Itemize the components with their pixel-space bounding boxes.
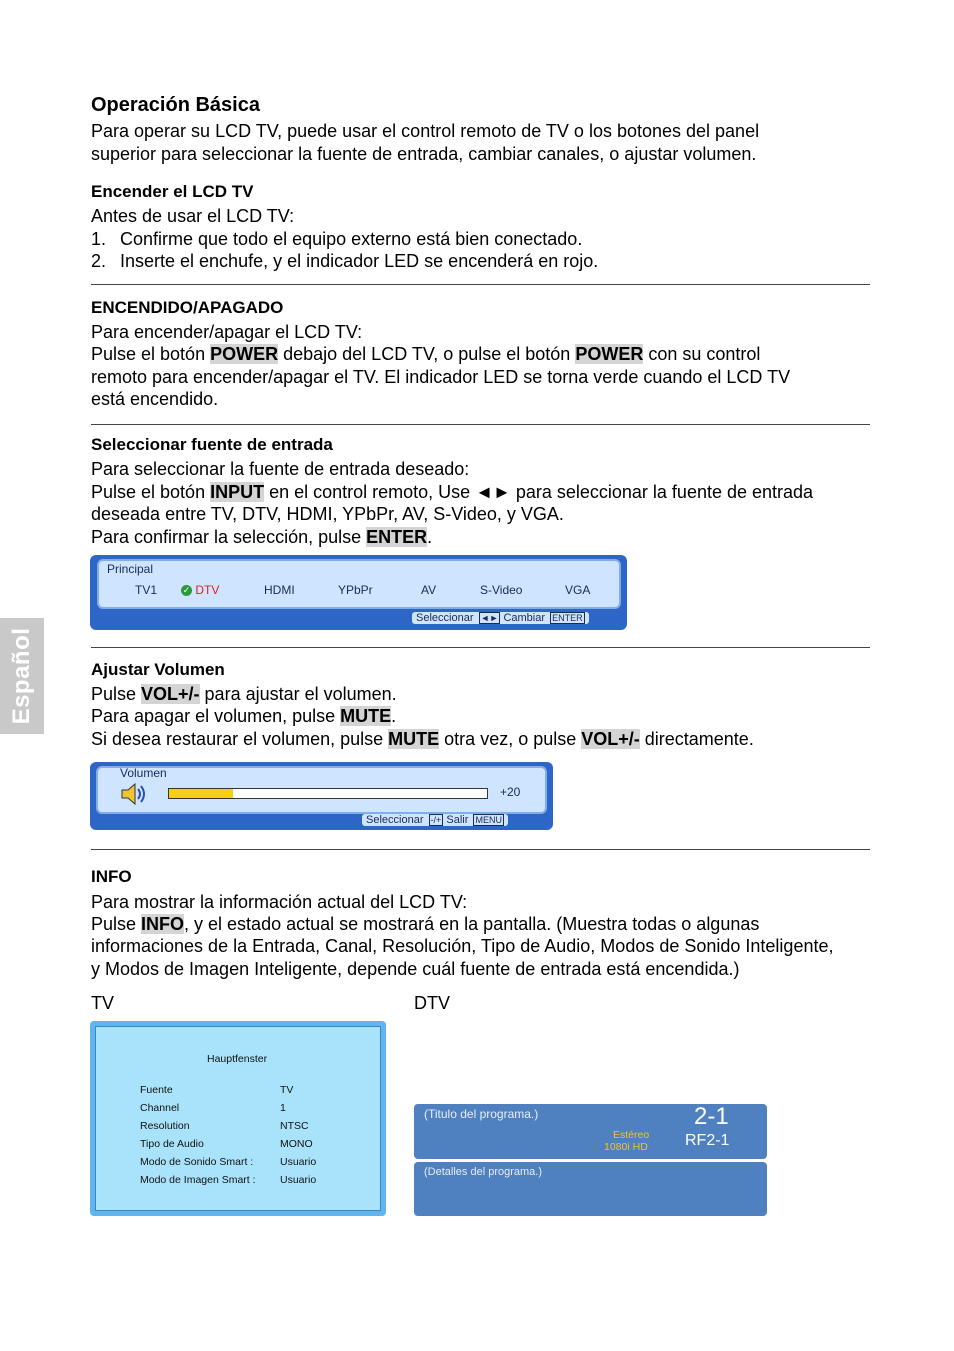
key-power: POWER bbox=[575, 344, 644, 364]
tv-info-inner bbox=[95, 1026, 381, 1211]
tv-info-key: Modo de Sonido Smart : bbox=[140, 1156, 254, 1168]
paragraph-line: Pulse el botón POWER debajo del LCD TV, o pulse el botón POWER con su control bbox=[91, 344, 761, 364]
check-icon: ✓ bbox=[182, 585, 191, 596]
key-vol: VOL+/- bbox=[141, 684, 200, 704]
paragraph-line: Para apagar el volumen, pulse MUTE. bbox=[91, 706, 397, 726]
source-option-selected: ✓ DTV bbox=[182, 583, 220, 597]
section-title-power-on: Encender el LCD TV bbox=[91, 182, 254, 201]
paragraph-line: Para seleccionar la fuente de entrada deseado: bbox=[91, 459, 470, 479]
paragraph-line: superior para seleccionar la fuente de entrada, cambiar canales, o ajustar volumen. bbox=[91, 144, 757, 164]
dtv-info-bottom-panel bbox=[414, 1162, 767, 1216]
source-option: S-Video bbox=[480, 583, 523, 597]
paragraph-line: informaciones de la Entrada, Canal, Resolución, Tipo de Audio, Modos de Sonido Inteligente, bbox=[91, 936, 834, 956]
source-osd-header: Principal bbox=[107, 562, 154, 576]
key-info: INFO bbox=[141, 914, 185, 934]
paragraph-line: remoto para encender/apagar el TV. El indicador LED se torna verde cuando el LCD TV bbox=[91, 367, 791, 387]
source-osd-panel bbox=[90, 555, 627, 630]
divider bbox=[91, 647, 870, 648]
paragraph-line: Para operar su LCD TV, puede usar el control remoto de TV o los botones del panel bbox=[91, 121, 760, 141]
tv-info-key: Resolution bbox=[140, 1120, 190, 1132]
list-item bbox=[91, 250, 106, 273]
tv-info-value: 1 bbox=[280, 1102, 286, 1114]
minus-plus-key-icon: -/+ bbox=[430, 815, 442, 825]
volume-osd-inner bbox=[96, 766, 547, 814]
paragraph-line: Pulse INFO, y el estado actual se mostrará en la pantalla. (Muestra todas o algunas bbox=[91, 914, 760, 934]
label-tv: TV bbox=[91, 993, 115, 1013]
source-option: AV bbox=[421, 583, 437, 597]
tv-info-value: NTSC bbox=[280, 1120, 309, 1132]
dtv-program-details: (Detalles del programa.) bbox=[424, 1166, 542, 1178]
source-option: TV1 bbox=[135, 583, 158, 597]
dtv-program-title: (Titulo del programa.) bbox=[424, 1107, 539, 1121]
tv-info-key: Tipo de Audio bbox=[140, 1138, 204, 1150]
list-number: 2. bbox=[91, 251, 107, 271]
volume-bar bbox=[168, 788, 488, 799]
list-item-text: Inserte el enchufe, y el indicador LED se encenderá en rojo. bbox=[120, 251, 599, 271]
list-item-text: Confirme que todo el equipo externo está bien conectado. bbox=[120, 229, 583, 249]
paragraph-line: Pulse VOL+/- para ajustar el volumen. bbox=[91, 684, 397, 704]
tv-info-value: Usuario bbox=[280, 1156, 317, 1168]
source-option: YPbPr bbox=[338, 583, 373, 597]
tv-info-key: Modo de Imagen Smart : bbox=[140, 1174, 256, 1186]
tv-info-key: Fuente bbox=[140, 1084, 173, 1096]
key-enter: ENTER bbox=[366, 527, 428, 547]
speaker-icon bbox=[120, 782, 148, 806]
enter-key-icon: ENTER bbox=[552, 613, 583, 623]
volume-osd-panel bbox=[90, 762, 553, 830]
paragraph-line: Para confirmar la selección, pulse ENTER. bbox=[91, 527, 433, 547]
tv-info-value: Usuario bbox=[280, 1174, 317, 1186]
source-option: VGA bbox=[565, 583, 591, 597]
volume-bar-fill bbox=[169, 789, 233, 798]
paragraph-line: deseada entre TV, DTV, HDMI, YPbPr, AV, S-Video, y VGA. bbox=[91, 504, 564, 524]
source-osd-inner bbox=[97, 559, 621, 609]
volume-value: +20 bbox=[500, 785, 521, 799]
language-label: Español bbox=[8, 627, 35, 725]
dtv-rf-channel: RF2-1 bbox=[685, 1132, 730, 1149]
paragraph-line: y Modos de Imagen Inteligente, depende cuál fuente de entrada está encendida.) bbox=[91, 959, 740, 979]
paragraph-line: Antes de usar el LCD TV: bbox=[91, 206, 295, 226]
tv-info-title: Hauptfenster bbox=[207, 1053, 268, 1065]
dtv-channel-number: 2-1 bbox=[694, 1103, 729, 1130]
key-input: INPUT bbox=[210, 482, 265, 502]
paragraph-line: Pulse el botón INPUT en el control remoto, Use ◄► para seleccionar la fuente de entrada bbox=[91, 482, 814, 502]
section-title-power-onoff: ENCENDIDO/APAGADO bbox=[91, 298, 284, 317]
tv-info-value: MONO bbox=[280, 1138, 313, 1150]
list-item bbox=[91, 228, 106, 251]
dtv-resolution: 1080i HD bbox=[604, 1141, 648, 1153]
divider bbox=[91, 284, 870, 285]
section-title-input-source: Seleccionar fuente de entrada bbox=[91, 435, 333, 454]
divider bbox=[91, 424, 870, 425]
tv-info-key: Channel bbox=[140, 1102, 180, 1114]
volume-osd-header: Volumen bbox=[120, 766, 167, 780]
language-side-tab bbox=[0, 618, 44, 734]
list-number: 1. bbox=[91, 229, 107, 249]
divider bbox=[91, 849, 870, 850]
section-title-info: INFO bbox=[91, 867, 132, 886]
tv-info-value: TV bbox=[280, 1084, 294, 1096]
volume-osd-footer: Seleccionar -/+ Salir MENU bbox=[362, 814, 508, 826]
paragraph-line: Si desea restaurar el volumen, pulse MUTE otra vez, o pulse VOL+/- directamente. bbox=[91, 729, 754, 749]
section-title-volume: Ajustar Volumen bbox=[91, 660, 225, 679]
tv-info-panel bbox=[90, 1021, 386, 1216]
arrows-icon: ◄► bbox=[475, 482, 511, 502]
key-vol: VOL+/- bbox=[581, 729, 640, 749]
source-osd-footer: Seleccionar ◄► Cambiar ENTER bbox=[412, 612, 589, 624]
dtv-info-top-panel bbox=[414, 1104, 767, 1159]
key-mute: MUTE bbox=[340, 706, 392, 726]
left-right-arrows-icon: ◄► bbox=[480, 613, 499, 623]
key-mute: MUTE bbox=[388, 729, 440, 749]
label-dtv: DTV bbox=[414, 993, 450, 1013]
paragraph-line: Para encender/apagar el LCD TV: bbox=[91, 322, 363, 342]
paragraph-line: Para mostrar la información actual del LCD TV: bbox=[91, 892, 468, 912]
key-power: POWER bbox=[210, 344, 279, 364]
menu-key-icon: MENU bbox=[475, 815, 502, 825]
dtv-audio: Estéreo bbox=[613, 1129, 650, 1141]
paragraph-line: está encendido. bbox=[91, 389, 219, 409]
source-option: HDMI bbox=[264, 583, 295, 597]
section-title-basic-operation: Operación Básica bbox=[91, 94, 260, 116]
